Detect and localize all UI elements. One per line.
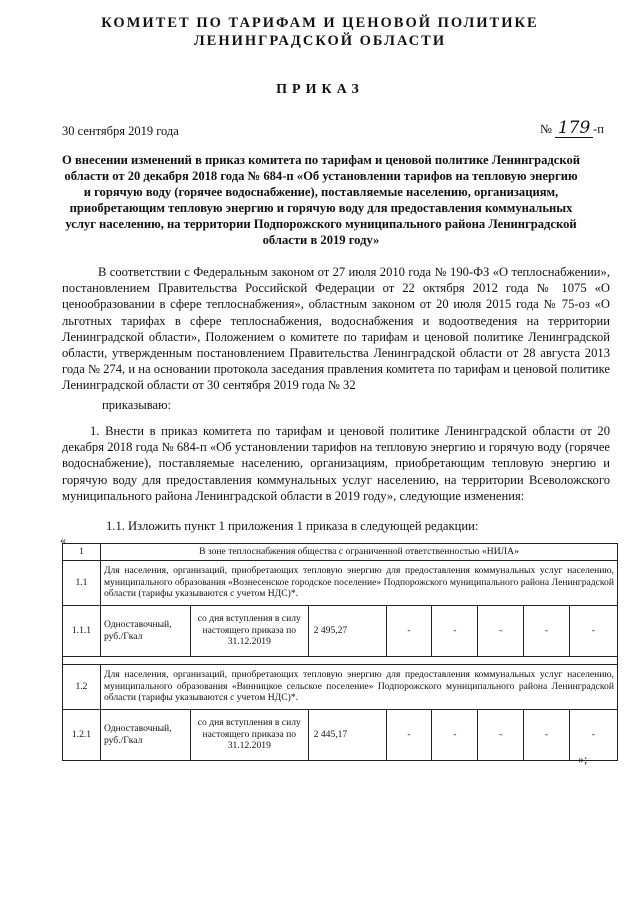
order-subject: О внесении изменений в приказ комитета по тарифам и ценовой политике Ленинградской области от 20 декабря 2018 года № 684-п «Об установлении тарифов на тепловую энергию и горячую воду (горячее водоснабжение), поставляемые населению, организациям, приобретающим тепловую энергию и горячую воду для предоставления коммунальных услуг населению, на территории Подпорожского муниципального района Ленинградской области в 2019 году» xyxy=(62,153,580,247)
order-word: приказываю: xyxy=(102,398,172,412)
table-cell-description: Для населения, организаций, приобретающих тепловую энергию для предоставления коммунальных услуг населению, муниципального образования «Вознесенское городское поселение» Подпорожского муниципального района Ленинградской области (тарифы указываются с учетом НДС)*. xyxy=(100,560,617,605)
table-spacer-cell xyxy=(63,656,618,664)
table-cell-tariff-kind: Одноставочный, руб./Гкал xyxy=(100,605,190,656)
table-cell-dash: - xyxy=(570,709,618,760)
table-cell-period: со дня вступления в силу настоящего приказа по 31.12.2019 xyxy=(190,605,308,656)
table-row-section-2 xyxy=(63,664,618,709)
table-row-1-1-1 xyxy=(63,605,618,656)
handwritten-number: 179 xyxy=(555,120,593,138)
opening-quote: « xyxy=(60,533,66,547)
table-cell-value: 2 445,17 xyxy=(308,709,386,760)
table-cell-dash: - xyxy=(478,605,524,656)
item-1-paragraph: 1. Внести в приказ комитета по тарифам и ценовой политике Ленинградской области от 20 декабря 2018 года № 684-п «Об установлении тарифов на тепловую энергию и горячую воду (горячее водоснабжение), поставляемые населению, организациям, приобретающим тепловую энергию и горячую воду для предоставления коммунальных услуг населению, на территории Всеволожского муниципального района Ленинградской области в 2019 году», следующие изменения: xyxy=(62,424,610,503)
table-cell-no: 1.2 xyxy=(63,664,101,709)
order-number xyxy=(540,120,604,138)
table-cell-no: 1 xyxy=(63,544,101,561)
table-cell-dash: - xyxy=(478,709,524,760)
table-cell-no: 1.1.1 xyxy=(63,605,101,656)
table-cell-dash: - xyxy=(524,709,570,760)
table-cell-zone: В зоне теплоснабжения общества с ограниченной ответственностью «НИЛА» xyxy=(100,544,617,561)
order-date: 30 сентября 2019 года xyxy=(62,124,179,138)
tariff-table xyxy=(62,543,618,761)
table-cell-description: Для населения, организаций, приобретающих тепловую энергию для предоставления коммунальных услуг населению, муниципального образования «Винницкое сельское поселение» Подпорожского муниципального района Ленинградской области (тарифы указываются с учетом НДС)*. xyxy=(100,664,617,709)
item-1-1-paragraph: 1.1. Изложить пункт 1 приложения 1 приказа в следующей редакции: xyxy=(106,519,479,533)
table-cell-no: 1.1 xyxy=(63,560,101,605)
table-cell-dash: - xyxy=(386,709,432,760)
organization-name: КОМИТЕТ ПО ТАРИФАМ И ЦЕНОВОЙ ПОЛИТИКЕ ЛЕНИНГРАДСКОЙ ОБЛАСТИ xyxy=(101,15,539,49)
table-row-1-2-1 xyxy=(63,709,618,760)
table-cell-value: 2 495,27 xyxy=(308,605,386,656)
closing-quote: »; xyxy=(578,752,588,766)
table-spacer-row xyxy=(63,656,618,664)
table-cell-period: со дня вступления в силу настоящего приказа по 31.12.2019 xyxy=(190,709,308,760)
table-cell-dash: - xyxy=(432,605,478,656)
table-row-section-1 xyxy=(63,560,618,605)
table-cell-tariff-kind: Одноставочный, руб./Гкал xyxy=(100,709,190,760)
table-cell-dash: - xyxy=(386,605,432,656)
table-cell-dash: - xyxy=(570,605,618,656)
document-type: ПРИКАЗ xyxy=(276,82,364,97)
table-cell-dash: - xyxy=(432,709,478,760)
number-prefix: № xyxy=(540,122,552,136)
number-suffix: -п xyxy=(593,122,604,136)
table-cell-no: 1.2.1 xyxy=(63,709,101,760)
table-cell-dash: - xyxy=(524,605,570,656)
table-header-row xyxy=(63,544,618,561)
preamble-paragraph: В соответствии с Федеральным законом от 27 июля 2010 года № 190-ФЗ «О теплоснабжении», постановлением Правительства Российской Федерации от 22 октября 2012 года № 1075 «О ценообразовании в сфере теплоснабжения», областным законом от 20 июля 2015 года № 75-оз «О льготных тарифах в сфере теплоснабжения, водоснабжения и водоотведения на территории Ленинградской области», Положением о комитете по тарифам и ценовой политике Ленинградской области, утвержденным постановлением Правительства Ленинградской области от 28 августа 2013 года № 274, и на основании протокола заседания правления комитета по тарифам и ценовой политике Ленинградской области от 30 сентября 2019 года № 32 xyxy=(62,265,610,393)
